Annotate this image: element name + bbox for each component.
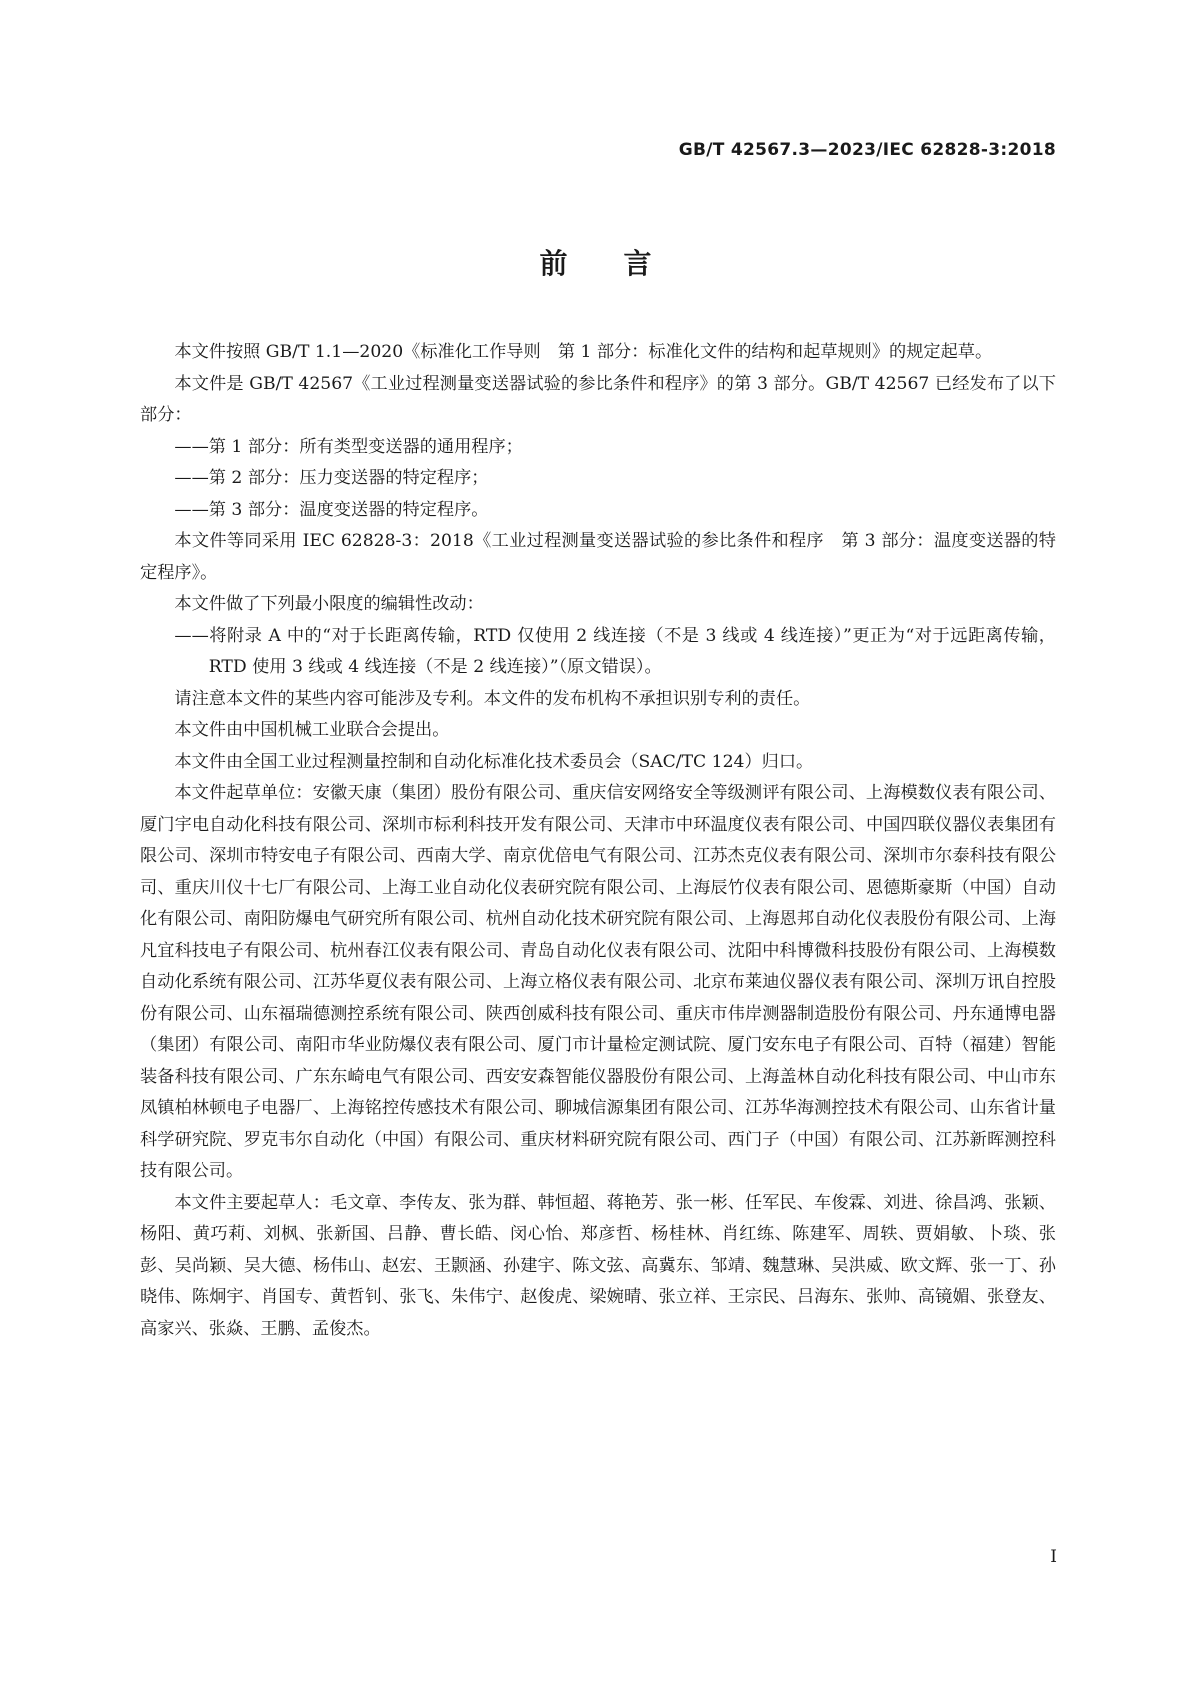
list-item-part-2: ——第 2 部分：压力变送器的特定程序； — [174, 468, 489, 488]
paragraph-patent-notice: 请注意本文件的某些内容可能涉及专利。本文件的发布机构不承担识别专利的责任。 — [174, 688, 811, 709]
paragraph-drafters: 本文件主要起草人：毛文章、李传友、张为群、韩恒超、蒋艳芳、张一彬、任军民、车俊霖、刘进、徐昌鸿、张颖、杨阳、黄巧莉、刘枫、张新国、吕静、曹长皓、闵心怡、郑彦哲、杨桂林、肖红练、陈建军、周轶、贾娟敏、卜琰、张彭、吴尚颖、吴大德、杨伟山、赵宏、王颢涵、孙建宇、陈文弦、高冀东、邹靖、魏慧琳、吴洪威、欧文辉、张一丁、孙晓伟、陈炯宇、肖国专、黄哲钊、张飞、朱伟宁、赵俊虎、梁婉晴、张立祥、王宗民、吕海东、张帅、高镜媚、张登友、高家兴、张焱、王鹏、孟俊杰。 — [140, 1192, 1056, 1339]
page-number: I — [1050, 1547, 1057, 1567]
standard-code-header: GB/T 42567.3—2023/IEC 62828-3:2018 — [678, 140, 1056, 160]
paragraph-technical-committee: 本文件由全国工业过程测量控制和自动化标准化技术委员会（SAC/TC 124）归口。 — [174, 751, 814, 772]
paragraph-drafting-rules: 本文件按照 GB/T 1.1—2020《标准化工作导则 第 1 部分：标准化文件的结构和起草规则》的规定起草。 — [174, 342, 993, 362]
paragraph-series-intro: 本文件是 GB/T 42567《工业过程测量变送器试验的参比条件和程序》的第 3 部分。GB/T 42567 已经发布了以下部分： — [140, 373, 1056, 425]
paragraph-drafting-organizations: 本文件起草单位：安徽天康（集团）股份有限公司、重庆信安网络安全等级测评有限公司、上海模数仪表有限公司、厦门宇电自动化科技有限公司、深圳市标利科技开发有限公司、天津市中环温度仪表有限公司、中国四联仪器仪表集团有限公司、深圳市特安电子有限公司、西南大学、南京优倍电气有限公司、江苏杰克仪表有限公司、深圳市尔泰科技有限公司、重庆川仪十七厂有限公司、上海工业自动化仪表研究院有限公司、上海辰竹仪表有限公司、恩德斯豪斯（中国）自动化有限公司、南阳防爆电气研究所有限公司、杭州自动化技术研究院有限公司、上海恩邦自动化仪表股份有限公司、上海凡宜科技电子有限公司、杭州春江仪表有限公司、青岛自动化仪表有限公司、沈阳中科博微科技股份有限公司、上海模数自动化系统有限公司、江苏华夏仪表有限公司、上海立格仪表有限公司、北京布莱迪仪器仪表有限公司、深圳万讯自控股份有限公司、山东福瑞德测控系统有限公司、陕西创威科技有限公司、重庆市伟岸测器制造股份有限公司、丹东通博电器（集团）有限公司、南阳市华业防爆仪表有限公司、厦门市计量检定测试院、厦门安东电子有限公司、百特（福建）智能装备科技有限公司、广东东崎电气有限公司、西安安森智能仪器股份有限公司、上海盖林自动化科技有限公司、中山市东凤镇柏林顿电子电器厂、上海铭控传感技术有限公司、聊城信源集团有限公司、江苏华海测控技术有限公司、山东省计量科学研究院、罗克韦尔自动化（中国）有限公司、重庆材料研究院有限公司、西门子（中国）有限公司、江苏新晖测控科技有限公司。 — [140, 783, 1056, 1181]
list-item-part-1: ——第 1 部分：所有类型变送器的通用程序； — [174, 436, 523, 457]
foreword-body — [140, 337, 1056, 1345]
paragraph-identical-adoption: 本文件等同采用 IEC 62828-3：2018《工业过程测量变送器试验的参比条件和程序 第 3 部分：温度变送器的特定程序》。 — [140, 531, 1056, 583]
list-item-editorial-change: ——将附录 A 中的“对于长距离传输，RTD 仅使用 2 线连接（不是 3 线或 4 线连接）”更正为“对于远距离传输，RTD 使用 3 线或 4 线连接（不是 2 线连接）”（原文错误）。 — [174, 625, 1056, 677]
paragraph-editorial-changes: 本文件做了下列最小限度的编辑性改动： — [174, 594, 484, 614]
list-item-part-3: ——第 3 部分：温度变送器的特定程序。 — [174, 499, 489, 520]
paragraph-proposed-by: 本文件由中国机械工业联合会提出。 — [174, 720, 450, 740]
page-title: 前言 — [539, 247, 708, 280]
